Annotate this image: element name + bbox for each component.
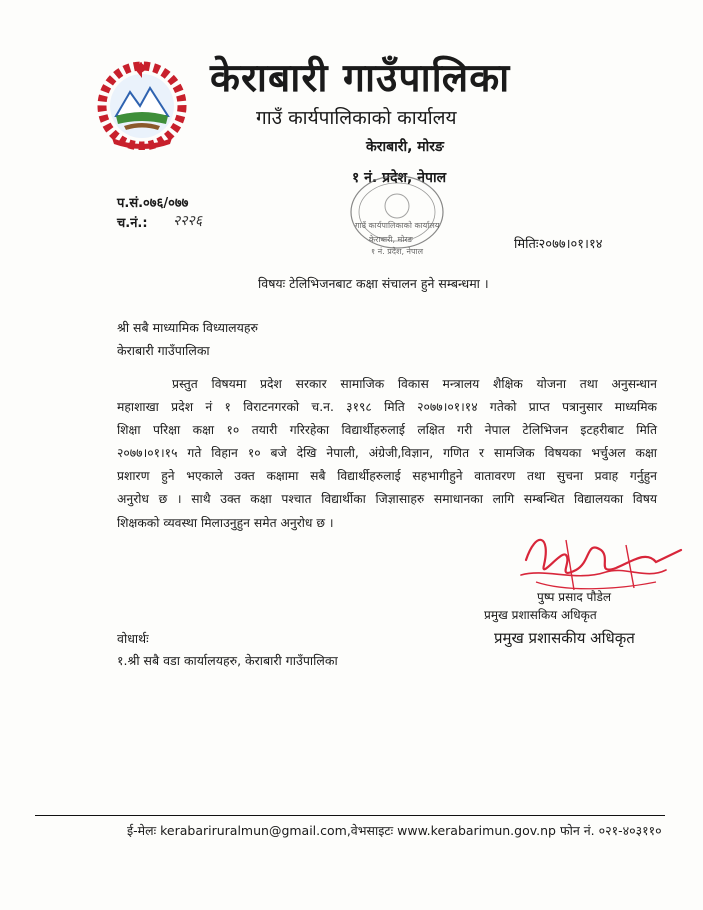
letter-body bbox=[117, 373, 657, 535]
nepal-emblem-icon bbox=[94, 58, 190, 150]
signer-title: प्रमुख प्रशासकिय अधिकृत bbox=[484, 608, 597, 622]
footer-contact: ई-मेलः kerabariruralmun@gmail.com,वेभसाइटः www.kerabarimun.gov.np फोन नं. ०२१-४०३११० bbox=[127, 823, 662, 838]
office-name: गाउँ कार्यपालिकाको कार्यालय bbox=[256, 107, 457, 129]
body-line: शिक्षकको व्यवस्था मिलाउनुहुन समेत अनुरोध छ । bbox=[117, 515, 334, 530]
recipient-line-2: केराबारी गाउँपालिका bbox=[117, 343, 210, 358]
cc-item: १.श्री सबै वडा कार्यालयहरु, केराबारी गाउँपालिका bbox=[117, 653, 338, 668]
office-province: १ नं. प्रदेश, नेपाल bbox=[352, 170, 447, 186]
body-line: २०७७।०१।१५ गते विहान १० बजे देखि नेपाली, अंग्रेजी,विज्ञान, गणित र सामजिक विषयका भर्चुअल कक्षा bbox=[117, 446, 657, 461]
stamp-text-3: १ नं. प्रदेश, नेपाल bbox=[371, 247, 424, 256]
dispatch-number-handwritten: २२२६ bbox=[173, 213, 203, 229]
body-line: प्रस्तुत विषयमा प्रदेश सरकार सामाजिक विकास मन्त्रालय शैक्षिक योजना तथा अनुसन्धान bbox=[172, 377, 657, 391]
footer-divider bbox=[35, 815, 665, 816]
letter-date: मितिः२०७७।०१।१४ bbox=[514, 237, 603, 252]
signer-title-stamp: प्रमुख प्रशासकीय अधिकृत bbox=[494, 629, 635, 647]
letter-subject: विषयः टेलिभिजनबाट कक्षा संचालन हुने सम्बन्धमा । bbox=[258, 276, 489, 291]
cc-heading: वोधार्थः bbox=[117, 631, 149, 646]
dispatch-label: च.नं.: bbox=[117, 216, 148, 231]
letter-number: प.सं.०७६/०७७ bbox=[117, 196, 189, 211]
recipient-line-1: श्री सबै माध्यामिक विध्यालयहरु bbox=[117, 320, 259, 335]
office-stamp-icon bbox=[335, 168, 455, 268]
stamp-text-2: केराबारी, मोरङ bbox=[369, 235, 413, 244]
body-line: अनुरोध छ । साथै उक्त कक्षा पश्चात विद्यार्थीका जिज्ञासाहरु समाधानका लागि सम्बन्धित विद्यालयका विषय bbox=[117, 492, 657, 507]
signer-name: पुष्प प्रसाद पौडेल bbox=[537, 590, 612, 604]
body-line: महाशाखा प्रदेश नं १ विराटनगरको च.न. ३१९८ मिति २०७७।०१।१४ गतेको प्राप्त पत्रानुसार माध्यमिक bbox=[117, 400, 657, 415]
office-address: केराबारी, मोरङ bbox=[366, 139, 444, 155]
org-title: केराबारी गाउँपालिका bbox=[210, 56, 511, 101]
body-line: शिक्षा परिक्षा कक्षा १० तयारी गरिरहेका विद्यार्थीहरुलाई लक्षित गरी नेपाल टेलिभिजन इटहरीबाट मिति bbox=[117, 423, 657, 438]
stamp-text-1: गाउँ कार्यपालिकाको कार्यालय bbox=[355, 221, 440, 230]
body-line: प्रशारण हुने भएकाले उक्त कक्षामा सबै विद्यार्थीहरुलाई सहभागीहुने वातावरण तथा सुचना प्रवाह गर्नुहुन bbox=[117, 469, 657, 484]
